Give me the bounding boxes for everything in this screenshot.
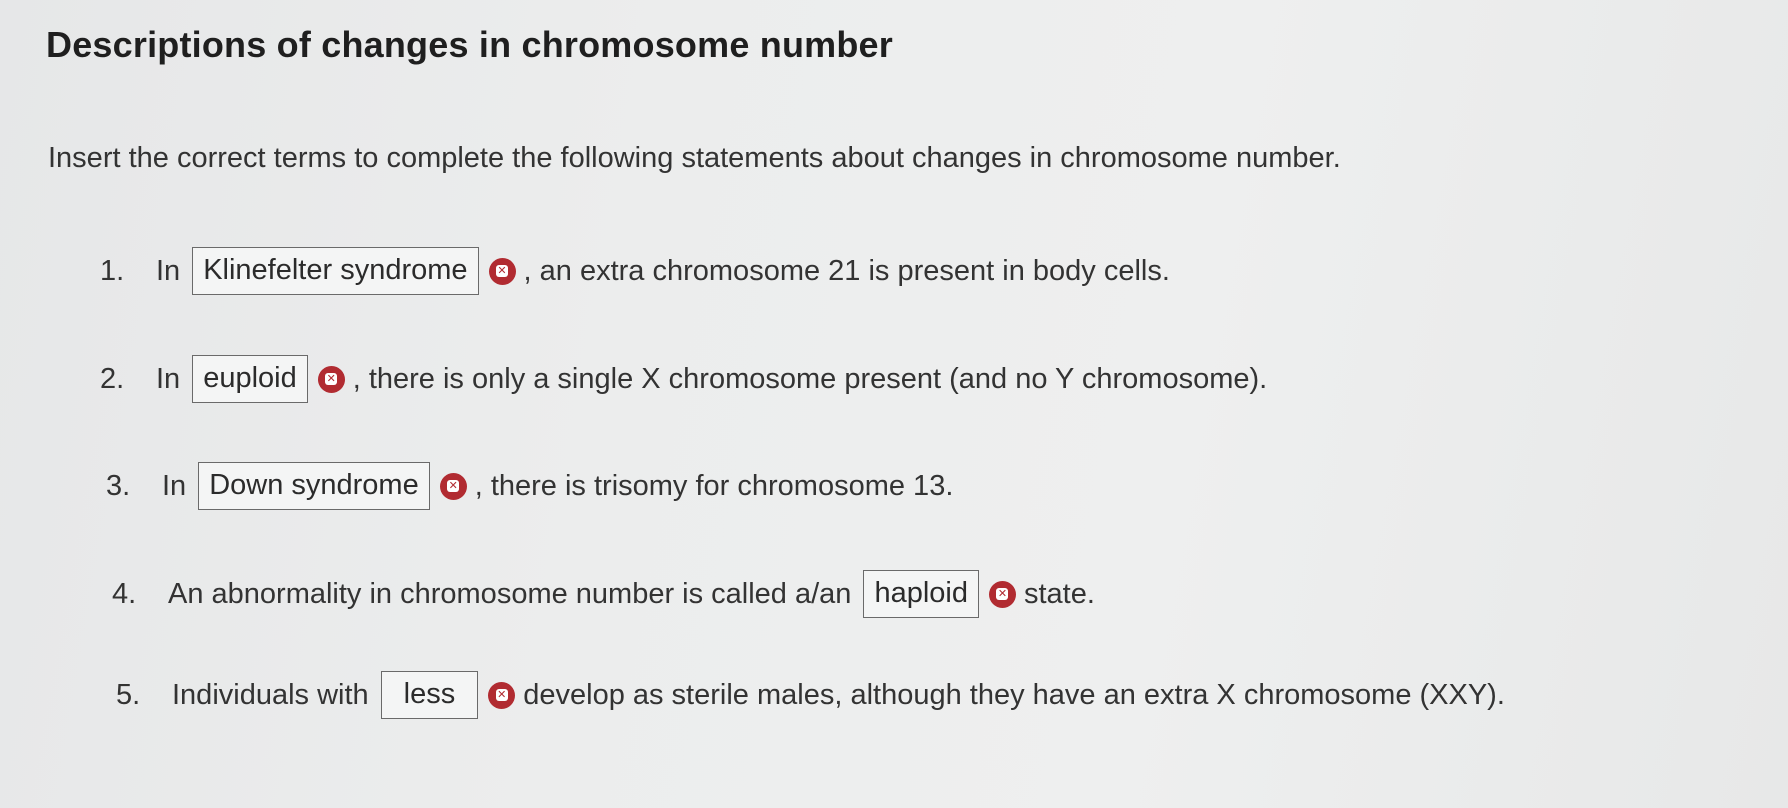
question-number: 3. [106, 469, 131, 502]
question-number: 4. [112, 577, 137, 610]
question-text-after: , there is only a single X chromosome present (and no Y chromosome). [352, 362, 1268, 395]
question-number: 1. [100, 254, 125, 287]
page-title: Descriptions of changes in chromosome number [46, 24, 893, 65]
question-text-after: , there is trisomy for chromosome 13. [474, 469, 954, 502]
answer-blank-5[interactable]: less [381, 671, 479, 719]
question-text-before: In [156, 362, 181, 395]
answer-blank-1[interactable]: Klinefelter syndrome [192, 247, 478, 295]
incorrect-x-icon: ✕ [489, 258, 516, 285]
question-text-before: An abnormality in chromosome number is called a/an [168, 577, 852, 610]
question-1 [100, 247, 1170, 295]
question-text-after: state. [1023, 577, 1095, 610]
question-number: 5. [116, 678, 141, 711]
answer-blank-4[interactable]: haploid [863, 570, 979, 618]
incorrect-x-icon: ✕ [488, 682, 515, 709]
incorrect-x-icon: ✕ [318, 366, 345, 393]
question-number: 2. [100, 362, 125, 395]
answer-blank-2[interactable]: euploid [192, 355, 308, 403]
question-5 [116, 671, 1505, 719]
question-text-after: develop as sterile males, although they have an extra X chromosome (XXY). [523, 678, 1505, 711]
question-text-before: In [162, 469, 187, 502]
question-text-after: , an extra chromosome 21 is present in body cells. [523, 254, 1170, 287]
instructions-text: Insert the correct terms to complete the following statements about changes in chromosome number. [48, 142, 1341, 174]
question-4 [112, 570, 1095, 618]
question-text-before: In [156, 254, 181, 287]
incorrect-x-icon: ✕ [989, 581, 1016, 608]
answer-blank-3[interactable]: Down syndrome [198, 462, 430, 510]
question-2 [100, 355, 1267, 403]
incorrect-x-icon: ✕ [440, 473, 467, 500]
question-3 [106, 462, 953, 510]
question-text-before: Individuals with [172, 678, 369, 711]
